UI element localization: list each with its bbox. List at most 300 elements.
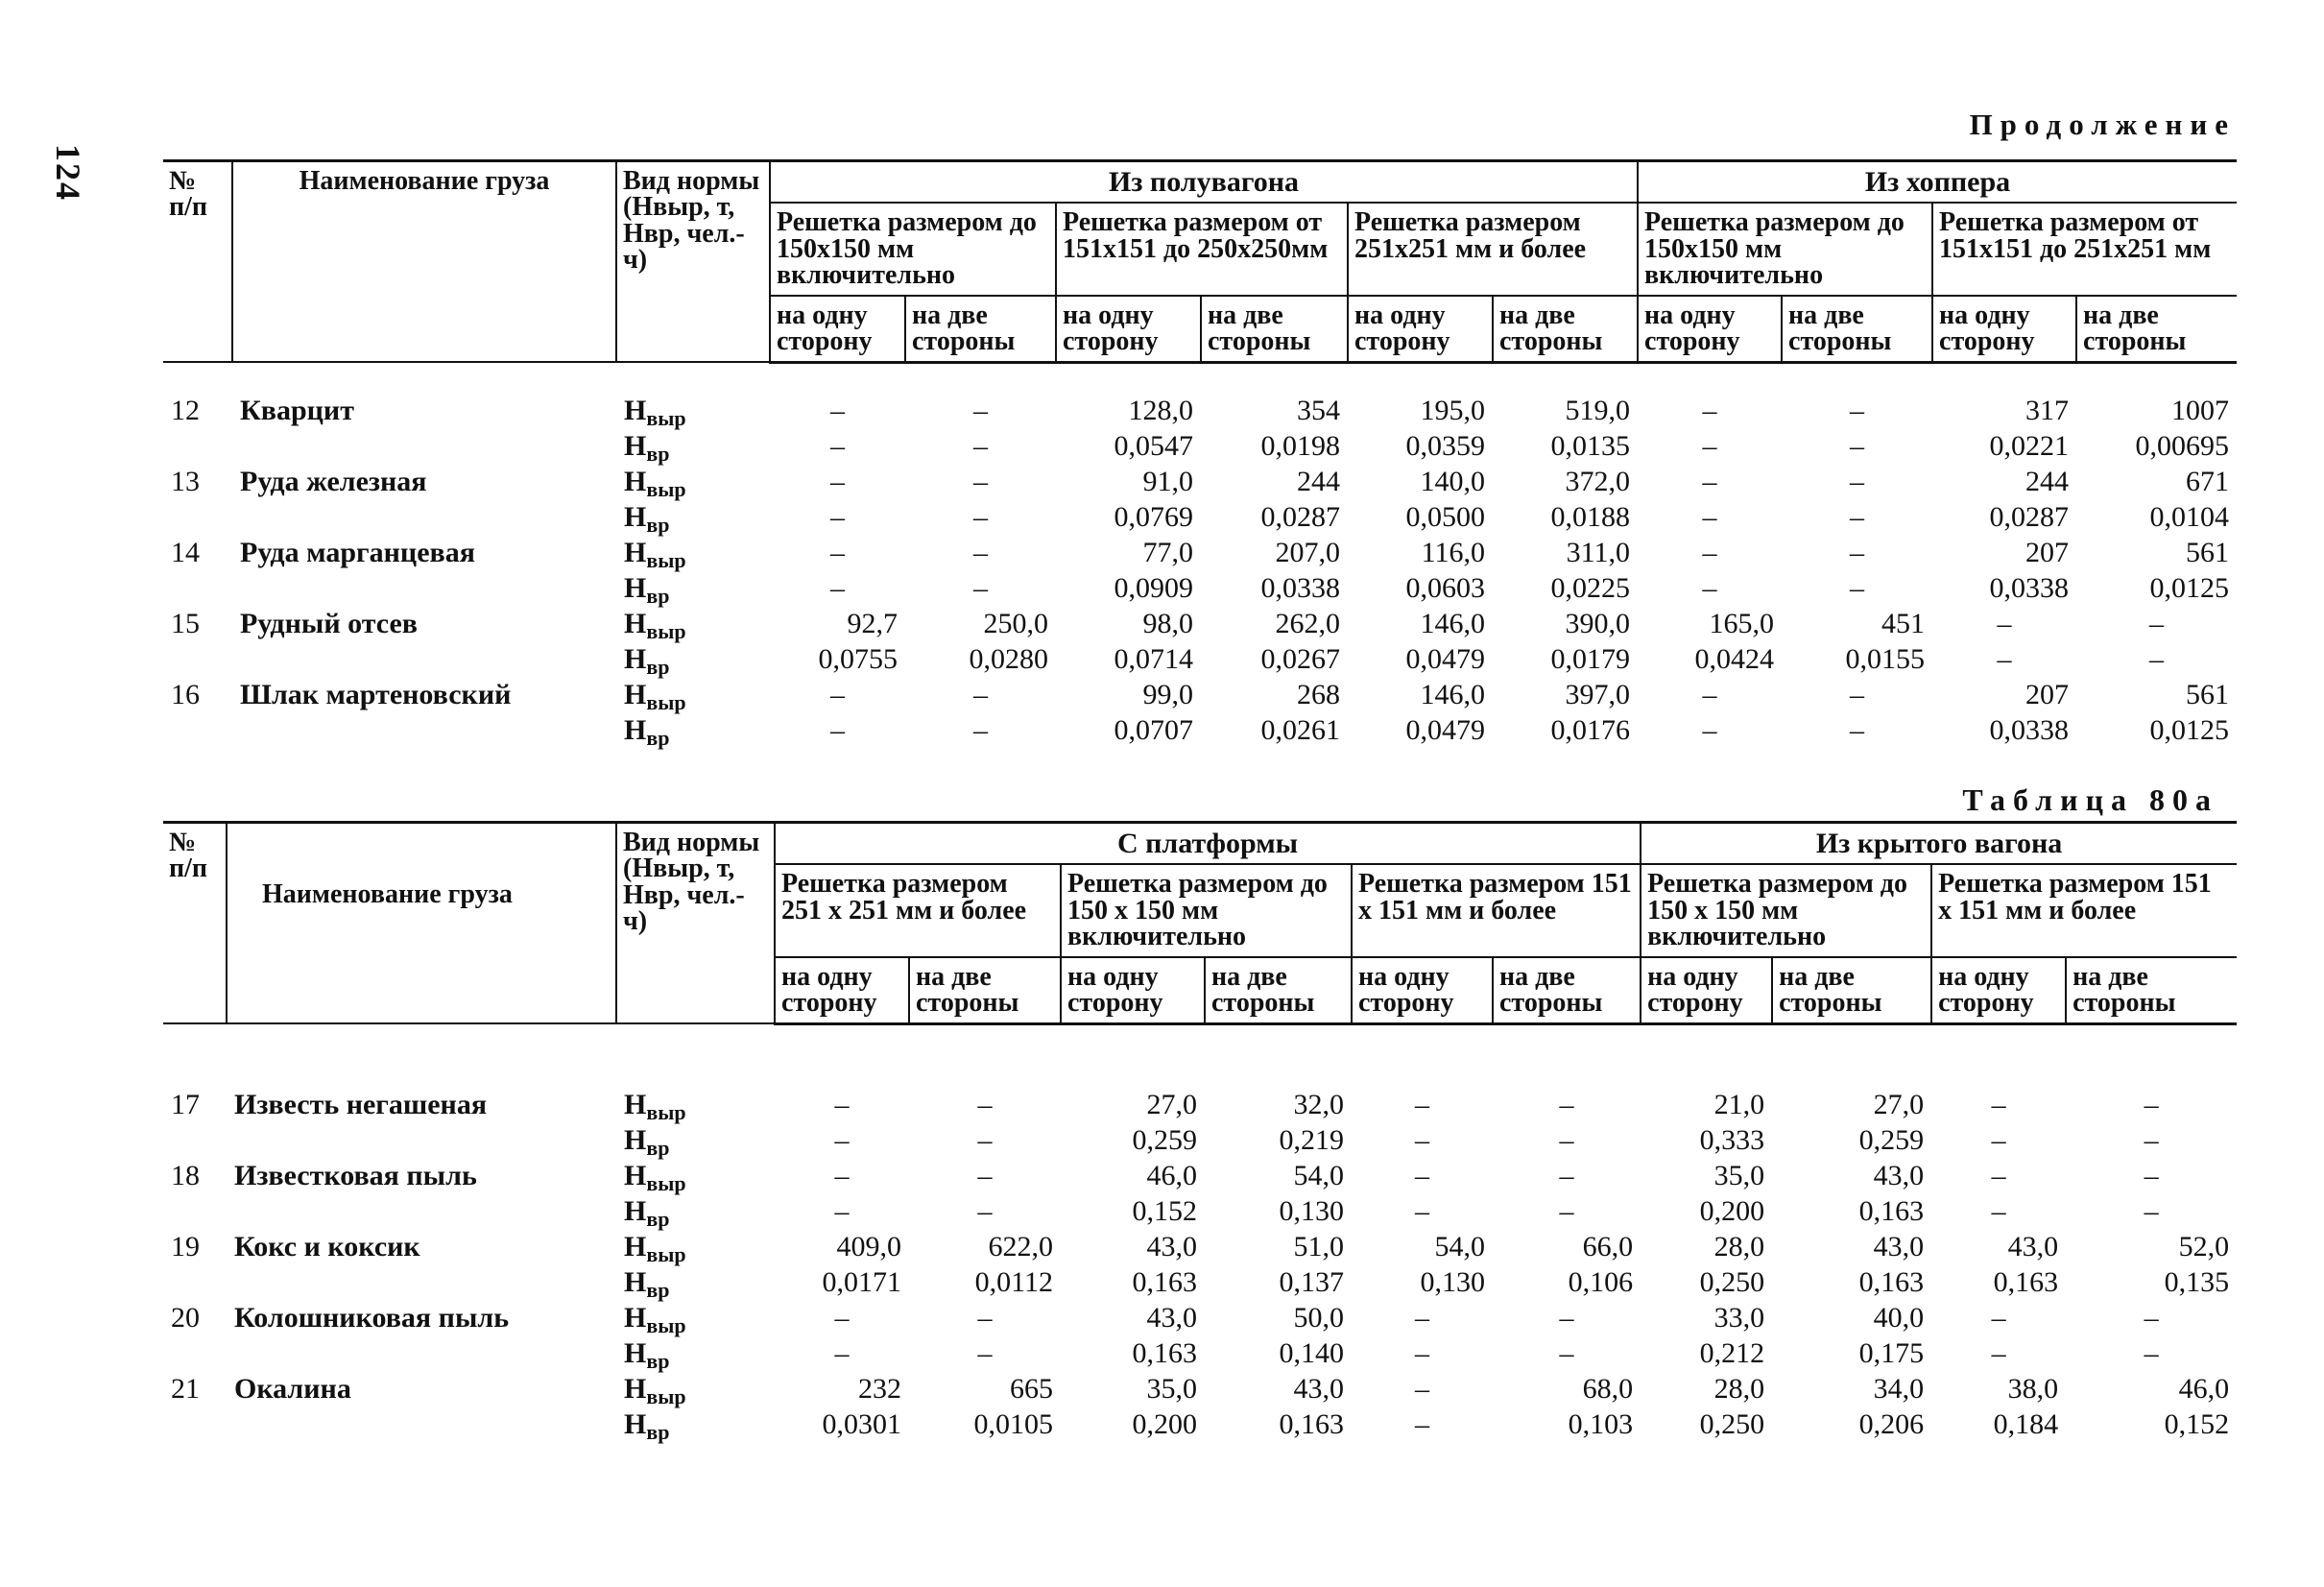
header-side-two: на две стороны	[1772, 957, 1931, 1023]
norm-kind-sub: выр	[646, 1241, 686, 1266]
value-cell: 43,0	[1293, 1372, 1344, 1405]
header-side-one: на одну сторону	[1638, 296, 1782, 362]
header-side-two: на две стороны	[1201, 296, 1348, 362]
value-cell: –	[1702, 465, 1717, 497]
value-cell: 0,152	[2164, 1407, 2230, 1440]
norm-kind-sub: выр	[646, 1312, 686, 1337]
header-side-one: на одну сторону	[1352, 957, 1493, 1023]
value-cell: –	[973, 678, 988, 710]
value-cell: 372,0	[1565, 465, 1631, 497]
row-number	[163, 645, 232, 681]
norm-kind	[616, 1301, 775, 1339]
norm-kind	[616, 465, 770, 503]
value-cell: 1007	[2171, 394, 2230, 426]
value-cell: –	[1850, 500, 1865, 533]
value-cell: 561	[2186, 536, 2230, 568]
value-cell: 128,0	[1128, 394, 1193, 426]
value-cell: 0,0338	[1989, 571, 2070, 604]
value-cell: –	[1850, 536, 1865, 568]
header-grid: Решетка размером от 151х151 до 251х251 мм	[1932, 203, 2237, 295]
header-grid: Решетка размером до 150х150 мм включительно	[770, 203, 1056, 295]
norm-kind	[616, 1265, 775, 1304]
value-cell: –	[1702, 713, 1717, 746]
value-cell: 311,0	[1566, 536, 1631, 568]
norm-kind-base: Н	[624, 536, 647, 568]
value-cell: –	[2144, 1159, 2159, 1191]
row-number	[163, 1339, 227, 1375]
value-cell: –	[1702, 429, 1717, 462]
cargo-name	[227, 1197, 616, 1233]
table-row	[163, 681, 2237, 716]
value-cell: –	[1415, 1407, 1429, 1440]
value-cell: 0,0176	[1550, 713, 1631, 746]
value-cell: 92,7	[847, 607, 898, 639]
value-cell: –	[977, 1336, 993, 1369]
value-cell: 0,0125	[2149, 571, 2230, 604]
value-cell: –	[973, 571, 988, 604]
value-cell: 99,0	[1142, 678, 1193, 710]
row-number: 13	[171, 465, 200, 497]
row-number: 12	[171, 394, 200, 426]
value-cell: 0,259	[1858, 1123, 1925, 1156]
norm-kind	[616, 1123, 775, 1162]
value-cell: 0,0338	[1989, 713, 2070, 746]
value-cell: 40,0	[1873, 1301, 1925, 1334]
value-cell: 0,250	[1699, 1407, 1765, 1440]
value-cell: –	[830, 429, 845, 462]
table-row	[163, 716, 2237, 752]
norm-kind-base: Н	[624, 1194, 647, 1227]
row-number	[163, 432, 232, 468]
norm-kind-sub: выр	[646, 1099, 686, 1124]
value-cell: –	[1415, 1194, 1429, 1227]
value-cell: –	[973, 500, 988, 533]
value-cell: 671	[2186, 465, 2230, 497]
value-cell: –	[973, 713, 988, 746]
value-cell: –	[1415, 1159, 1429, 1191]
value-cell: 146,0	[1420, 607, 1485, 639]
cargo-name	[232, 716, 616, 752]
row-number	[163, 716, 232, 752]
table-row	[163, 1126, 2237, 1162]
value-cell: 250,0	[983, 607, 1048, 639]
value-cell: –	[830, 394, 845, 426]
cargo-name: Кокс и коксик	[234, 1230, 420, 1262]
header-side-two: на две стороны	[909, 957, 1061, 1023]
value-cell: –	[973, 465, 988, 497]
norm-kind-base: Н	[624, 1123, 647, 1156]
value-cell: –	[973, 429, 988, 462]
cargo-name: Известковая пыль	[234, 1159, 477, 1191]
value-cell: 0,212	[1699, 1336, 1765, 1369]
norm-kind-base: Н	[624, 1336, 647, 1369]
value-cell: –	[1850, 713, 1865, 746]
cargo-name: Руда марганцевая	[240, 536, 475, 568]
value-cell: –	[1415, 1088, 1429, 1120]
header-side-one: на одну сторону	[1932, 296, 2076, 362]
row-number	[163, 1410, 227, 1446]
value-cell: 52,0	[2178, 1230, 2230, 1262]
value-cell: –	[1991, 1088, 2006, 1120]
norm-kind-sub: выр	[646, 1170, 686, 1195]
header-side-one: на одну сторону	[1061, 957, 1205, 1023]
value-cell: 68,0	[1582, 1372, 1634, 1405]
row-number	[163, 1197, 227, 1233]
value-cell: –	[1415, 1336, 1429, 1369]
value-cell: –	[834, 1194, 850, 1227]
value-cell: –	[830, 500, 845, 533]
value-cell: 34,0	[1873, 1372, 1925, 1405]
value-cell: 0,0547	[1114, 429, 1193, 462]
value-cell: 0,0155	[1845, 642, 1926, 675]
value-cell: 0,259	[1132, 1123, 1197, 1156]
value-cell: 0,0221	[1989, 429, 2070, 462]
header-norm-kind: Вид нормы (Нвыр, т, Нвр, чел.-ч)	[616, 161, 770, 363]
header-side-two: на две стороны	[2076, 296, 2237, 362]
norm-kind	[616, 1372, 775, 1410]
value-cell: 268	[1297, 678, 1340, 710]
value-cell: 0,0125	[2149, 713, 2230, 746]
cargo-name	[232, 645, 616, 681]
value-cell: –	[1850, 394, 1865, 426]
row-number: 15	[171, 607, 200, 639]
norm-kind-sub: вр	[646, 1206, 670, 1231]
value-cell: –	[977, 1301, 993, 1334]
header-grid: Решетка размером до 150 х 150 мм включительно	[1641, 864, 1931, 956]
table-row	[163, 468, 2237, 503]
value-cell: 0,0104	[2149, 500, 2230, 533]
header-grid: Решетка размером 151 х 151 мм и более	[1931, 864, 2237, 956]
norm-kind-base: Н	[624, 1265, 647, 1298]
value-cell: 50,0	[1293, 1301, 1344, 1334]
value-cell: 232	[858, 1372, 901, 1405]
cargo-name: Шлак мартеновский	[240, 678, 512, 710]
value-cell: –	[834, 1123, 850, 1156]
value-cell: –	[830, 465, 845, 497]
value-cell: 0,130	[1279, 1194, 1344, 1227]
norm-kind	[616, 536, 770, 574]
row-number	[163, 1268, 227, 1304]
value-cell: –	[1991, 1336, 2006, 1369]
value-cell: 43,0	[1146, 1230, 1197, 1262]
header-side-two: на две стороны	[1493, 296, 1638, 362]
table-row	[163, 397, 2237, 432]
value-cell: 98,0	[1142, 607, 1193, 639]
value-cell: –	[2144, 1123, 2159, 1156]
value-cell: 0,0198	[1260, 429, 1340, 462]
value-cell: 46,0	[1146, 1159, 1197, 1191]
value-cell: 33,0	[1713, 1301, 1765, 1334]
header-grid: Решетка размером до 150 х 150 мм включительно	[1061, 864, 1352, 956]
table-row	[163, 610, 2237, 645]
value-cell: 27,0	[1146, 1088, 1197, 1120]
norm-kind	[616, 571, 770, 610]
value-cell: 0,200	[1132, 1407, 1197, 1440]
value-cell: 43,0	[2007, 1230, 2059, 1262]
norm-kind	[616, 1159, 775, 1197]
header-side-one: на одну сторону	[775, 957, 909, 1023]
value-cell: –	[834, 1336, 850, 1369]
value-cell: 27,0	[1873, 1088, 1925, 1120]
value-cell: –	[1702, 394, 1717, 426]
row-number: 16	[171, 678, 200, 710]
value-cell: –	[977, 1088, 993, 1120]
value-cell: 46,0	[2178, 1372, 2230, 1405]
value-cell: 54,0	[1293, 1159, 1344, 1191]
value-cell: 207,0	[1275, 536, 1340, 568]
value-cell: 0,0479	[1405, 642, 1485, 675]
value-cell: 0,0707	[1114, 713, 1193, 746]
value-cell: 244	[2025, 465, 2070, 497]
cargo-name	[232, 503, 616, 539]
header-grid: Решетка размером 151 х 151 мм и более	[1352, 864, 1641, 956]
header-group-from-gondola: Из полувагона	[770, 161, 1638, 204]
table-row	[163, 1304, 2237, 1339]
value-cell: 0,0909	[1114, 571, 1193, 604]
norm-kind-base: Н	[624, 713, 647, 746]
value-cell: –	[1559, 1088, 1574, 1120]
cargo-name	[227, 1268, 616, 1304]
norm-kind	[616, 1230, 775, 1268]
value-cell: –	[1559, 1123, 1574, 1156]
norm-kind-sub: вр	[646, 1277, 670, 1302]
value-cell: 165,0	[1709, 607, 1775, 639]
norm-kind	[616, 1407, 775, 1446]
value-cell: 0,0112	[974, 1265, 1053, 1298]
header-side-one: на одну сторону	[1641, 957, 1772, 1023]
value-cell: 409,0	[836, 1230, 901, 1262]
value-cell: –	[973, 536, 988, 568]
header-cargo-name: Наименование груза	[227, 823, 616, 1024]
header-side-two: на две стороны	[1205, 957, 1352, 1023]
norm-kind-sub: вр	[646, 1419, 670, 1444]
value-cell: 0,0225	[1550, 571, 1631, 604]
value-cell: 0,0188	[1550, 500, 1631, 533]
value-cell: 317	[2025, 394, 2070, 426]
value-cell: 0,219	[1279, 1123, 1344, 1156]
table-row	[163, 1091, 2237, 1126]
norm-kind-base: Н	[624, 1407, 647, 1440]
norm-kind-base: Н	[624, 465, 647, 497]
row-number	[163, 503, 232, 539]
value-cell: –	[2149, 607, 2165, 639]
header-grid: Решетка размером от 151х151 до 250х250мм	[1056, 203, 1348, 295]
table-row	[163, 539, 2237, 574]
value-cell: –	[1559, 1159, 1574, 1191]
norm-kind	[616, 713, 770, 752]
header-side-one: на одну сторону	[770, 296, 905, 362]
value-cell: 0,137	[1279, 1265, 1344, 1298]
cargo-name: Руда железная	[240, 465, 427, 497]
header-side-two: на две стороны	[1493, 957, 1641, 1023]
value-cell: –	[830, 678, 845, 710]
norm-kind-sub: выр	[646, 405, 686, 430]
value-cell: –	[1702, 571, 1717, 604]
page-number: 124	[49, 144, 87, 202]
value-cell: –	[830, 571, 845, 604]
value-cell: 0,0171	[822, 1265, 901, 1298]
cargo-name	[232, 574, 616, 610]
row-number	[163, 1126, 227, 1162]
row-number: 21	[171, 1372, 200, 1405]
cargo-name: Колошниковая пыль	[234, 1301, 510, 1334]
value-cell: –	[1415, 1301, 1429, 1334]
header-norm-kind: Вид нормы (Нвыр, т, Нвр, чел.-ч)	[616, 823, 775, 1024]
norm-kind-sub: вр	[646, 512, 670, 537]
value-cell: 0,0500	[1405, 500, 1485, 533]
value-cell: 354	[1297, 394, 1340, 426]
value-cell: 43,0	[1873, 1230, 1925, 1262]
row-number: 17	[171, 1088, 200, 1120]
value-cell: 0,106	[1568, 1265, 1634, 1298]
norm-kind-sub: выр	[646, 1383, 686, 1408]
header-side-two: на две стороны	[1782, 296, 1932, 362]
value-cell: 43,0	[1873, 1159, 1925, 1191]
header-side-one: на одну сторону	[1056, 296, 1201, 362]
norm-kind-sub: вр	[646, 1135, 670, 1160]
norm-kind	[616, 678, 770, 716]
value-cell: 0,0135	[1550, 429, 1631, 462]
header-side-one: на одну сторону	[1931, 957, 2066, 1023]
value-cell: –	[973, 394, 988, 426]
value-cell: 244	[1297, 465, 1340, 497]
cargo-name: Окалина	[234, 1372, 351, 1405]
norm-kind-base: Н	[624, 1372, 647, 1405]
value-cell: 207	[2025, 536, 2070, 568]
value-cell: 28,0	[1713, 1372, 1765, 1405]
norm-kind-base: Н	[624, 1230, 647, 1262]
value-cell: –	[977, 1194, 993, 1227]
value-cell: –	[1415, 1372, 1429, 1405]
norm-kind-sub: вр	[646, 441, 670, 466]
row-number	[163, 574, 232, 610]
cargo-name	[227, 1126, 616, 1162]
value-cell: 35,0	[1146, 1372, 1197, 1405]
value-cell: 91,0	[1142, 465, 1193, 497]
value-cell: –	[834, 1088, 850, 1120]
value-cell: 0,0424	[1694, 642, 1775, 675]
norm-kind-sub: выр	[646, 547, 686, 572]
value-cell: 207	[2025, 678, 2070, 710]
norm-kind-base: Н	[624, 1301, 647, 1334]
norm-kind	[616, 607, 770, 645]
norm-kind-base: Н	[624, 394, 647, 426]
value-cell: 116,0	[1421, 536, 1485, 568]
value-cell: –	[1997, 642, 2012, 675]
value-cell: 0,184	[1993, 1407, 2059, 1440]
value-cell: –	[2144, 1336, 2159, 1369]
value-cell: 32,0	[1293, 1088, 1344, 1120]
value-cell: 77,0	[1142, 536, 1193, 568]
value-cell: –	[1559, 1194, 1574, 1227]
norms-table-continued	[163, 159, 2237, 752]
cargo-name	[227, 1410, 616, 1446]
value-cell: –	[834, 1301, 850, 1334]
value-cell: 35,0	[1713, 1159, 1765, 1191]
value-cell: 0,163	[1858, 1265, 1925, 1298]
header-cargo-name: Наименование груза	[232, 161, 616, 363]
header-num: № п/п	[163, 823, 227, 1024]
header-grid: Решетка размером 251х251 мм и более	[1348, 203, 1638, 295]
norm-kind	[616, 394, 770, 432]
norm-kind-sub: вр	[646, 1348, 670, 1373]
value-cell: 51,0	[1293, 1230, 1344, 1262]
norm-kind-base: Н	[624, 607, 647, 639]
value-cell: –	[1997, 607, 2012, 639]
value-cell: –	[1702, 678, 1717, 710]
norm-kind	[616, 1088, 775, 1126]
value-cell: –	[1991, 1123, 2006, 1156]
norm-kind-sub: вр	[646, 583, 670, 608]
norm-kind-sub: вр	[646, 654, 670, 679]
header-side-two: на две стороны	[905, 296, 1056, 362]
header-grid: Решетка размером до 150х150 мм включительно	[1638, 203, 1932, 295]
value-cell: –	[2144, 1088, 2159, 1120]
value-cell: –	[1559, 1336, 1574, 1369]
value-cell: 66,0	[1582, 1230, 1634, 1262]
norm-kind-sub: выр	[646, 476, 686, 501]
cargo-name: Известь негашеная	[234, 1088, 488, 1120]
norm-kind-base: Н	[624, 1088, 647, 1120]
value-cell: 0,0714	[1114, 642, 1193, 675]
value-cell: 0,0287	[1260, 500, 1340, 533]
value-cell: –	[1991, 1159, 2006, 1191]
value-cell: –	[2144, 1194, 2159, 1227]
norm-kind-base: Н	[624, 571, 647, 604]
value-cell: –	[1850, 678, 1865, 710]
value-cell: 0,0359	[1405, 429, 1485, 462]
row-number: 18	[171, 1159, 200, 1191]
value-cell: 622,0	[988, 1230, 1053, 1262]
value-cell: 195,0	[1420, 394, 1485, 426]
value-cell: 390,0	[1565, 607, 1631, 639]
value-cell: 0,103	[1568, 1407, 1634, 1440]
norms-table-80a	[163, 821, 2237, 1446]
value-cell: 0,0105	[973, 1407, 1053, 1440]
norm-kind	[616, 500, 770, 539]
value-cell: 0,163	[1132, 1265, 1197, 1298]
value-cell: –	[977, 1123, 993, 1156]
table-label: Таблица 80а	[1962, 782, 2218, 817]
value-cell: 38,0	[2007, 1372, 2059, 1405]
value-cell: 0,163	[1993, 1265, 2059, 1298]
continuation-label: Продолжение	[1969, 108, 2236, 141]
header-group-from-platform: С платформы	[775, 823, 1641, 865]
value-cell: 397,0	[1565, 678, 1631, 710]
value-cell: –	[1559, 1301, 1574, 1334]
value-cell: 0,0755	[818, 642, 898, 675]
table-row	[163, 503, 2237, 539]
value-cell: –	[834, 1159, 850, 1191]
value-cell: 0,175	[1858, 1336, 1925, 1369]
value-cell: –	[1991, 1194, 2006, 1227]
norm-kind	[616, 429, 770, 468]
value-cell: 43,0	[1146, 1301, 1197, 1334]
table-row	[163, 1233, 2237, 1268]
value-cell: 54,0	[1434, 1230, 1485, 1262]
value-cell: –	[1850, 429, 1865, 462]
value-cell: 0,0261	[1260, 713, 1340, 746]
value-cell: 519,0	[1565, 394, 1631, 426]
value-cell: –	[1702, 536, 1717, 568]
table-row	[163, 1410, 2237, 1446]
value-cell: 0,140	[1279, 1336, 1344, 1369]
value-cell: 0,00695	[2135, 429, 2230, 462]
norm-kind-base: Н	[624, 678, 647, 710]
table-row	[163, 1268, 2237, 1304]
header-side-one: на одну сторону	[1348, 296, 1493, 362]
value-cell: –	[1991, 1301, 2006, 1334]
